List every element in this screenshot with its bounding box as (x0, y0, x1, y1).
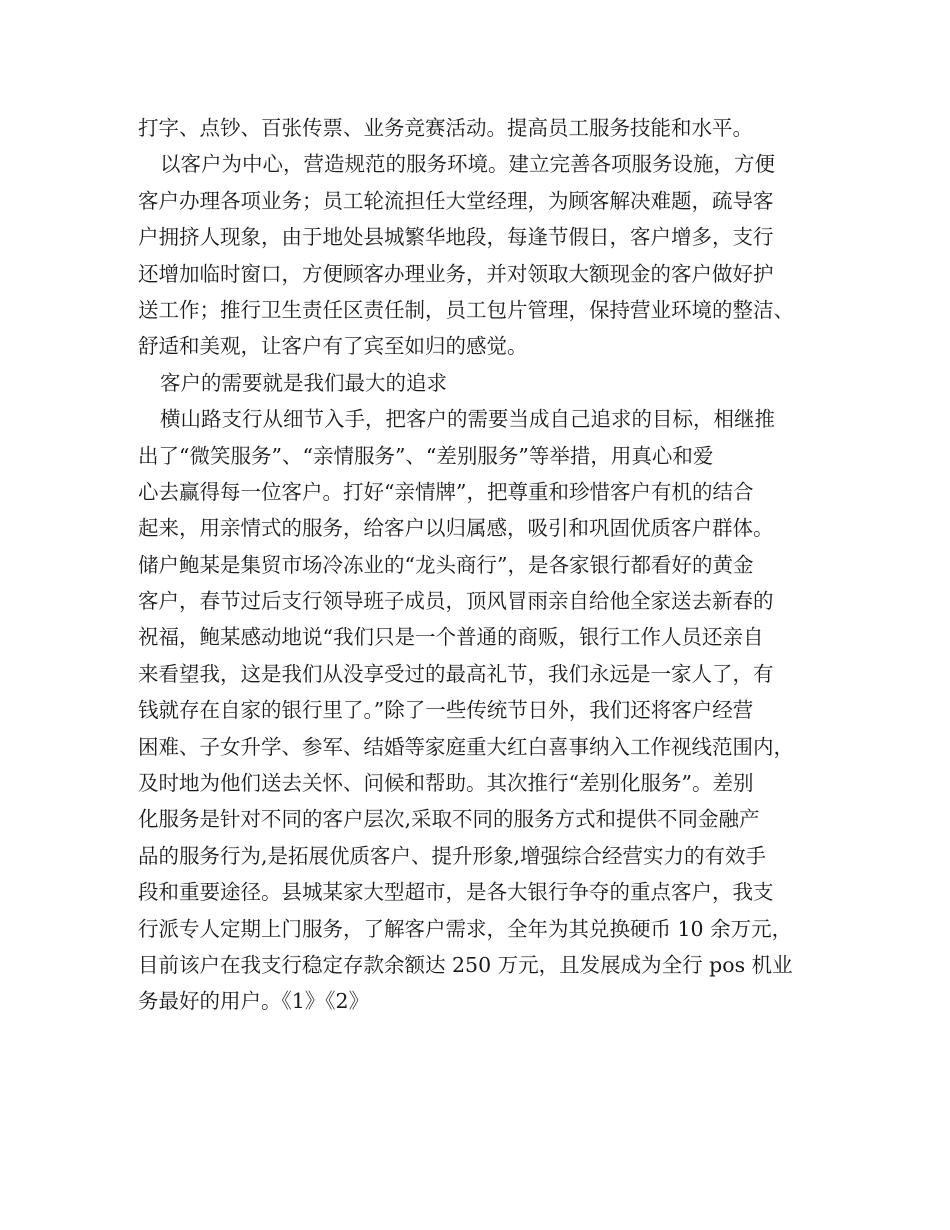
text-line: 起来，用亲情式的服务，给客户以归属感，吸引和巩固优质客户群体。 (138, 516, 774, 541)
text-line: 段和重要途径。县城某家大型超市，是各大银行争夺的重点客户，我支 (138, 880, 774, 905)
text-line: 户拥挤人现象，由于地处县城繁华地段，每逢节假日，客户增多，支行 (138, 225, 774, 250)
text-line: 舒适和美观，让客户有了宾至如归的感觉。 (138, 334, 528, 359)
text-line: 品的服务行为,是拓展优质客户、提升形象,增强综合经营实力的有效手 (138, 843, 767, 868)
text-line: 横山路支行从细节入手，把客户的需要当成自己追求的目标，相继推 (160, 407, 775, 432)
text-line: 来看望我，这是我们从没享受过的最高礼节，我们永远是一家人了，有 (138, 661, 774, 686)
text-line: 钱就存在自家的银行里了。”除了一些传统节日外，我们还将客户经营 (138, 698, 754, 723)
text-line: 送工作；推行卫生责任区责任制，员工包片管理，保持营业环境的整洁、 (138, 297, 794, 322)
text-line: 心去赢得每一位客户。打好“亲情牌”，把尊重和珍惜客户有机的结合 (138, 479, 754, 504)
text-line: 储户鲍某是集贸市场冷冻业的“龙头商行”，是各家银行都看好的黄金 (138, 552, 754, 577)
section-heading: 客户的需要就是我们最大的追求 (160, 370, 447, 395)
text-line: 化服务是针对不同的客户层次,采取不同的服务方式和提供不同金融产 (138, 807, 760, 832)
text-line: 困难、子女升学、参军、结婚等家庭重大红白喜事纳入工作视线范围内， (138, 734, 794, 759)
text-line: 祝福，鲍某感动地说“我们只是一个普通的商贩，银行工作人员还亲自 (138, 625, 764, 650)
text-line: 务最好的用户。《1》《2》 (138, 989, 370, 1014)
text-line: 还增加临时窗口，方便顾客办理业务，并对领取大额现金的客户做好护 (138, 261, 774, 286)
text-line: 客户办理各项业务；员工轮流担任大堂经理，为顾客解决难题，疏导客 (138, 188, 774, 213)
text-line: 打字、点钞、百张传票、业务竞赛活动。提高员工服务技能和水平。 (138, 116, 753, 140)
text-line: 出了“微笑服务”、“亲情服务”、“差别服务”等举措，用真心和爱 (138, 443, 714, 468)
text-line: 以客户为中心，营造规范的服务环境。建立完善各项服务设施，方便 (160, 152, 775, 177)
text-line: 及时地为他们送去关怀、问候和帮助。其次推行“差别化服务”。差别 (138, 771, 754, 796)
document-body (138, 110, 828, 1020)
text-line: 行派专人定期上门服务，了解客户需求，全年为其兑换硬币 10 余万元， (138, 916, 793, 941)
text-line: 客户，春节过后支行领导班子成员，顶风冒雨亲自给他全家送去新春的 (138, 589, 774, 614)
text-line: 目前该户在我支行稳定存款余额达 250 万元，且发展成为全行 pos 机业 (138, 952, 793, 977)
